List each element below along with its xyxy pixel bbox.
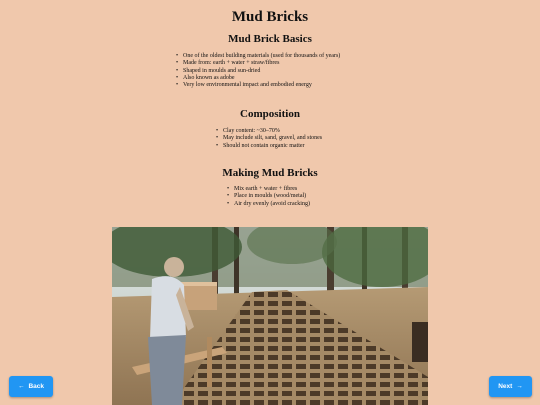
section-heading-composition: Composition [240, 108, 300, 120]
list-item: • Clay content: ~30–70% [214, 128, 322, 135]
page-title: Mud Bricks [231, 9, 309, 25]
bullet-list-basics [174, 53, 340, 89]
next-button-label: Next [498, 383, 513, 390]
list-item: • May include silt, sand, gravel, and stones [214, 135, 322, 142]
arrow-right-icon: → [516, 383, 523, 390]
list-item: • Also known as adobe [174, 75, 340, 82]
list-item: • Should not contain organic matter [214, 143, 322, 150]
bullet-list-composition [214, 128, 322, 150]
section-heading-basics: Mud Brick Basics [228, 33, 312, 45]
list-item: • Place in moulds (wood/metal) [225, 193, 310, 200]
list-item: • One of the oldest building materials (used for thousands of years) [174, 53, 340, 60]
back-button-label: Back [28, 383, 45, 390]
list-item: • Mix earth + water + fibres [225, 186, 310, 193]
next-button[interactable] [489, 376, 532, 397]
list-item: • Very low environmental impact and embodied energy [174, 82, 340, 89]
arrow-left-icon: ← [17, 383, 25, 390]
section-heading-making: Making Mud Bricks [222, 167, 318, 179]
list-item: • Made from: earth + water + straw/fibres [174, 60, 340, 67]
mud-brick-photo [112, 227, 428, 405]
back-button[interactable] [9, 376, 53, 397]
list-item: • Air dry evenly (avoid cracking) [225, 201, 310, 208]
list-item: • Shaped in moulds and sun-dried [174, 68, 340, 75]
bullet-list-making [225, 186, 310, 208]
